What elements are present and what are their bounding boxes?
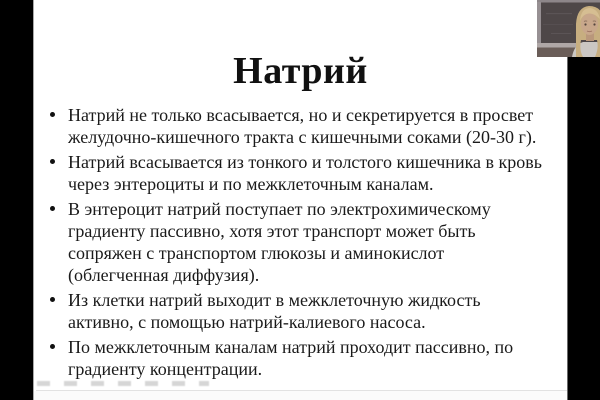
bullet-item: Натрий не только всасывается, но и секретируется в просвет желудочно-кишечного тракта с кишечными соками (20-30 г). [68,104,543,148]
bullet-item: Натрий всасывается из тонкого и толстого кишечника в кровь через энтероциты и по межклеточным каналам. [68,152,542,194]
shared-slide [33,0,567,400]
presenter-video-frame [537,0,600,57]
slide-bottom-edge [36,390,567,391]
slide-bottom-strip [34,391,567,400]
letterbox-left [0,0,33,400]
bullet-list [34,104,567,380]
letterbox-right [567,0,600,400]
bullet-item: В энтероцит натрий поступает по электрохимическому градиенту пассивно, хотя этот транспорт может быть сопряжен с транспортом глюкозы и аминокислот (облегченная диффузия). [68,198,543,286]
bullet-item: Из клетки натрий выходит в межклеточную жидкость активно, с помощью натрий-калиевого насоса. [68,289,543,333]
bullet-item: По межклеточным каналам натрий проходит пассивно, по градиенту концентрации. [68,336,543,380]
slide-footer-smudge [37,381,209,386]
slide-title: Натрий [233,50,368,92]
presenter-webcam-tile[interactable] [537,0,600,57]
